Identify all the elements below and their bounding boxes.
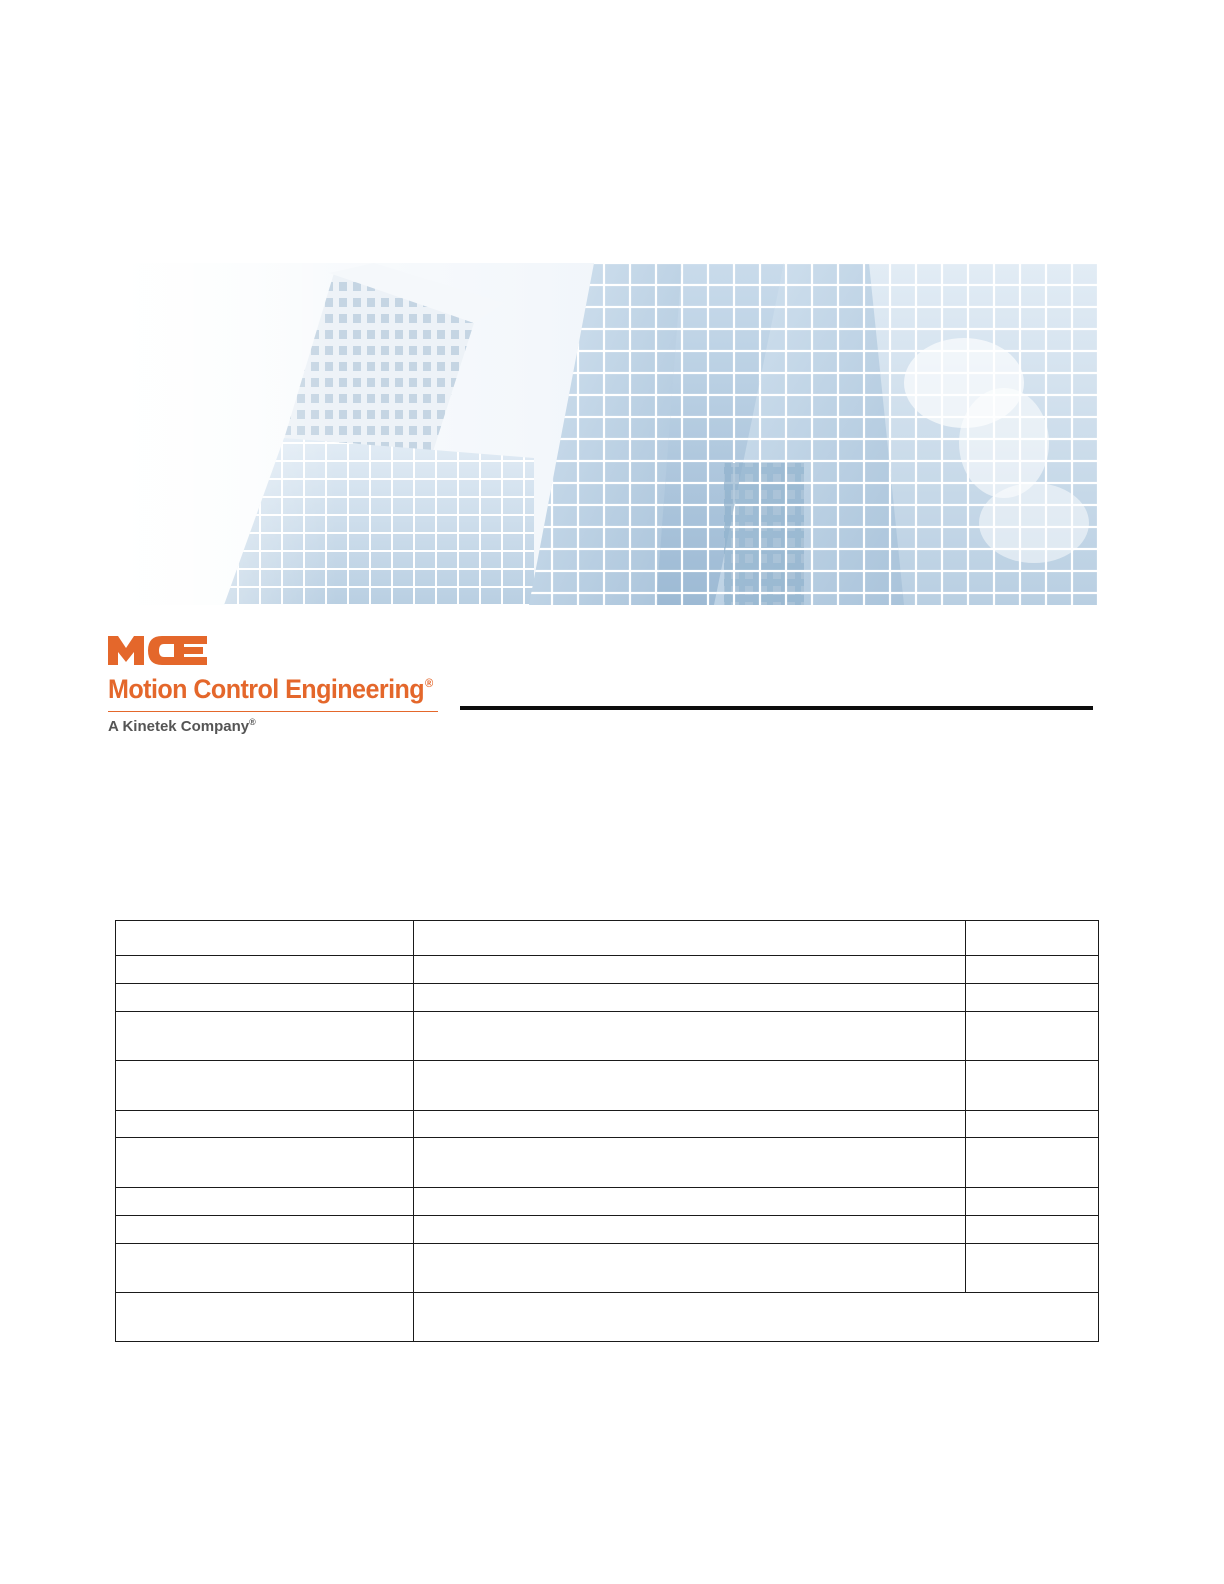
table-cell [116,1012,414,1061]
table-cell [414,1188,966,1216]
table-row [116,1111,1099,1138]
registered-mark: ® [424,676,433,690]
table-cell [414,1216,966,1244]
table-row [116,984,1099,1012]
table-cell [116,1216,414,1244]
table-row [116,1061,1099,1111]
table-cell [966,1012,1099,1061]
mce-logo-mark [108,634,208,666]
table-cell [116,1293,414,1342]
table-cell [414,1012,966,1061]
company-tagline: A Kinetek Company® [108,717,256,735]
table-cell [414,1293,1099,1342]
table-cell [966,1216,1099,1244]
table-row [116,1293,1099,1342]
logo-divider [108,711,438,712]
table-row [116,1188,1099,1216]
table-cell [966,1138,1099,1188]
table-cell [116,1138,414,1188]
company-name: Motion Control Engineering® [108,674,433,704]
table-cell [966,921,1099,956]
table-cell [966,1244,1099,1293]
title-rule [460,706,1093,710]
table-row [116,1216,1099,1244]
table-cell [116,921,414,956]
table-cell [116,984,414,1012]
table-cell [116,1188,414,1216]
table-cell [116,1061,414,1111]
table-cell [414,1061,966,1111]
table-cell [116,1244,414,1293]
table-cell [414,1244,966,1293]
company-logo [108,634,468,744]
table-cell [414,956,966,984]
table-cell [414,984,966,1012]
document-info-table [115,920,1099,1342]
table-cell [116,1111,414,1138]
table-cell [414,921,966,956]
table-cell [966,1061,1099,1111]
table-row [116,921,1099,956]
table-row [116,1012,1099,1061]
table-cell [966,1188,1099,1216]
table-row [116,1244,1099,1293]
tagline-registered-mark: ® [249,717,256,727]
table-row [116,1138,1099,1188]
table-cell [966,984,1099,1012]
table-row [116,956,1099,984]
table-cell [966,1111,1099,1138]
table-cell [116,956,414,984]
table-cell [966,956,1099,984]
table-cell [414,1138,966,1188]
table-cell [414,1111,966,1138]
hero-skyscrapers-image [84,263,1097,605]
